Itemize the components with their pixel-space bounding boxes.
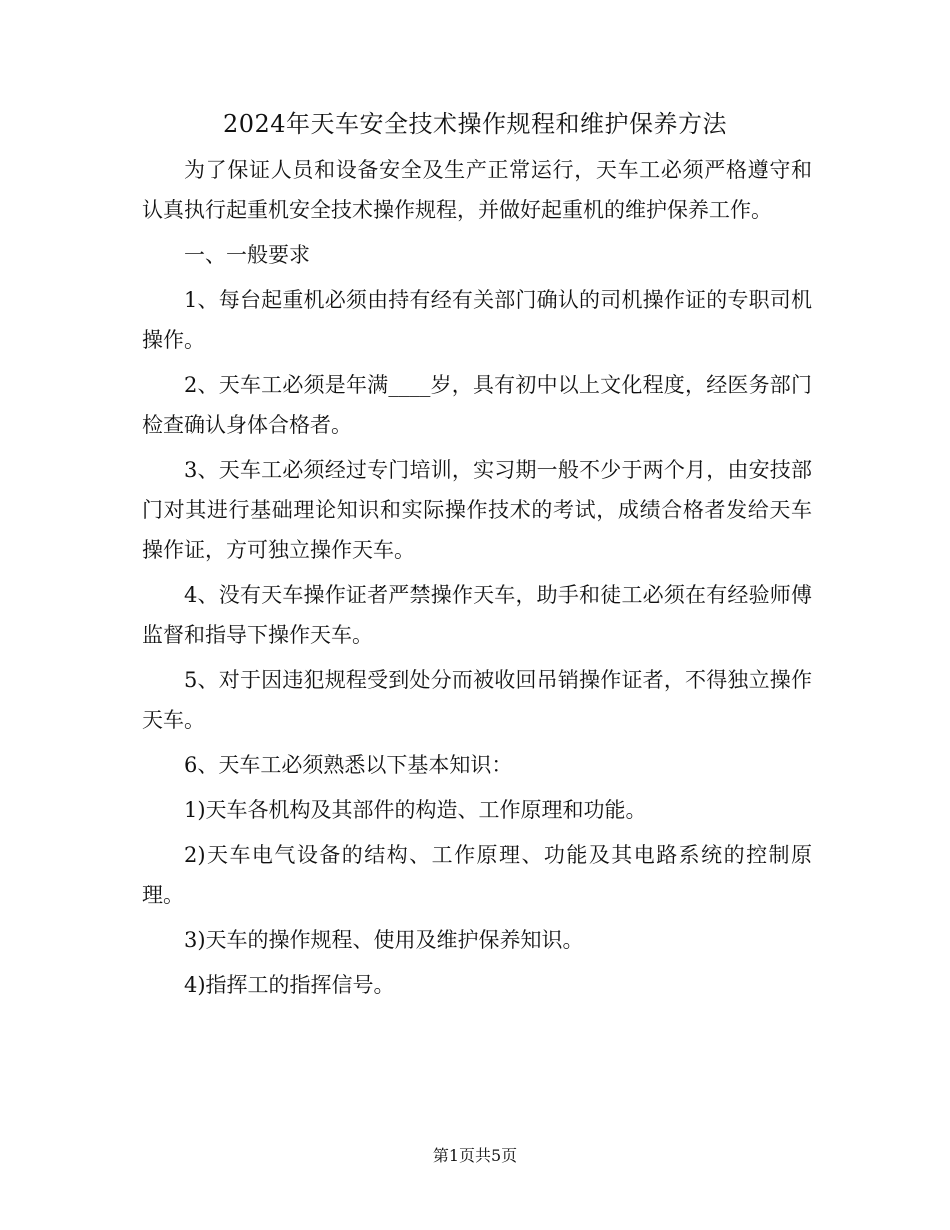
paragraph: 1、每台起重机必须由持有经有关部门确认的司机操作证的专职司机操作。 bbox=[142, 288, 812, 352]
paragraph: 5、对于因违犯规程受到处分而被收回吊销操作证者，不得独立操作天车。 bbox=[142, 668, 812, 732]
intro-paragraph: 为了保证人员和设备安全及生产正常运行，天车工必须严格遵守和认真执行起重机安全技术操作规程，并做好起重机的维护保养工作。 bbox=[142, 158, 812, 222]
list-item: 1)天车各机构及其部件的构造、工作原理和功能。 bbox=[184, 798, 647, 822]
list-item: 4)指挥工的指挥信号。 bbox=[184, 973, 395, 997]
section-heading: 一、一般要求 bbox=[184, 243, 310, 267]
list-item: 3)天车的操作规程、使用及维护保养知识。 bbox=[184, 928, 584, 952]
paragraph: 3、天车工必须经过专门培训，实习期一般不少于两个月，由安技部门对其进行基础理论知识和实际操作技术的考试，成绩合格者发给天车操作证，方可独立操作天车。 bbox=[142, 458, 812, 562]
page-number-footer: 第1页共5页 bbox=[432, 1146, 518, 1165]
list-item: 2)天车电气设备的结构、工作原理、功能及其电路系统的控制原理。 bbox=[142, 843, 812, 907]
paragraph: 4、没有天车操作证者严禁操作天车，助手和徒工必须在有经验师傅监督和指导下操作天车。 bbox=[142, 583, 812, 647]
paragraph: 2、天车工必须是年满____岁，具有初中以上文化程度，经医务部门检查确认身体合格者。 bbox=[142, 373, 812, 437]
document-body bbox=[142, 150, 812, 1010]
document-title: 2024年天车安全技术操作规程和维护保养方法 bbox=[222, 110, 728, 138]
paragraph: 6、天车工必须熟悉以下基本知识： bbox=[184, 753, 513, 777]
